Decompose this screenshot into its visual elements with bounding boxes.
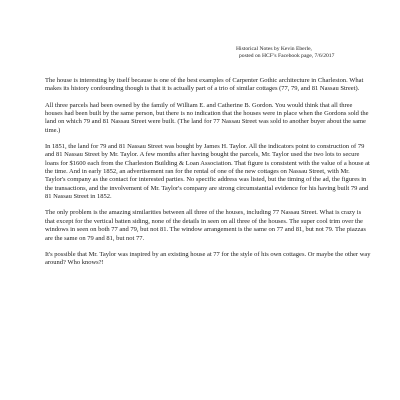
paragraph-1851-purchase: In 1851, the land for 79 and 81 Nassau Street was bought by James H. Taylor. All the indicators point to construction of 79 and 81 Nassau Street by Mr. Taylor. A few months after having bought the parcels, Mr. Taylor used the two lots to secure loans for $1600 each from the Charleston Building & Loan Association. That figure is consistent with the value of a house at the time. And in early 1852, an advertisement ran for the rental of one of the new cottages on Nassau Street, with Mr. Taylor's company as the contact for interested parties. No specific address was listed, but the timing of the ad, the figures in the transactions, and the involvement of Mr. Taylor's company are strong circumstantial evidence for his having built 79 and 81 Nassau Street in 1852.	[45, 143, 370, 201]
paragraph-conclusion: It's possible that Mr. Taylor was inspired by an existing house at 77 for the style of his own cottages. Or maybe the other way around? Who knows?!	[45, 250, 371, 267]
attribution-author: Historical Notes by Kevin Eberle,	[236, 46, 312, 52]
attribution-source: posted on HCF’s Facebook page, 7/6/2017	[239, 53, 335, 60]
paragraph-similarities: The only problem is the amazing similarities between all three of the houses, including 77 Nassau Street. What is crazy is that except for the vertical batten siding, none of the details in seen on all three of the houses. The super cool trim over the windows in seen on both 77 and 79, but not 81. The window arrangement is the same on 77 and 81, but not 79. The piazzas are the same on 79 and 81, but not 77.	[45, 209, 366, 242]
body-text	[45, 77, 371, 276]
paragraph-intro: The house is interesting by itself because is one of the best examples of Carpenter Gothic architecture in Charleston. What makes its history confounding though is that it is actually part of a trio of similar cottages (77, 79, and 81 Nassau Street).	[45, 77, 364, 93]
attribution-note	[236, 46, 386, 60]
paragraph-ownership: All three parcels had been owned by the family of William E. and Catherine B. Gordon. You would think that all three houses had been built by the same person, but there is no indication that the houses were in place when the Gordons sold the land on which 79 and 81 Nassau Street were built. (The land for 77 Nassau Street was sold to another buyer about the same time.)	[45, 101, 369, 134]
